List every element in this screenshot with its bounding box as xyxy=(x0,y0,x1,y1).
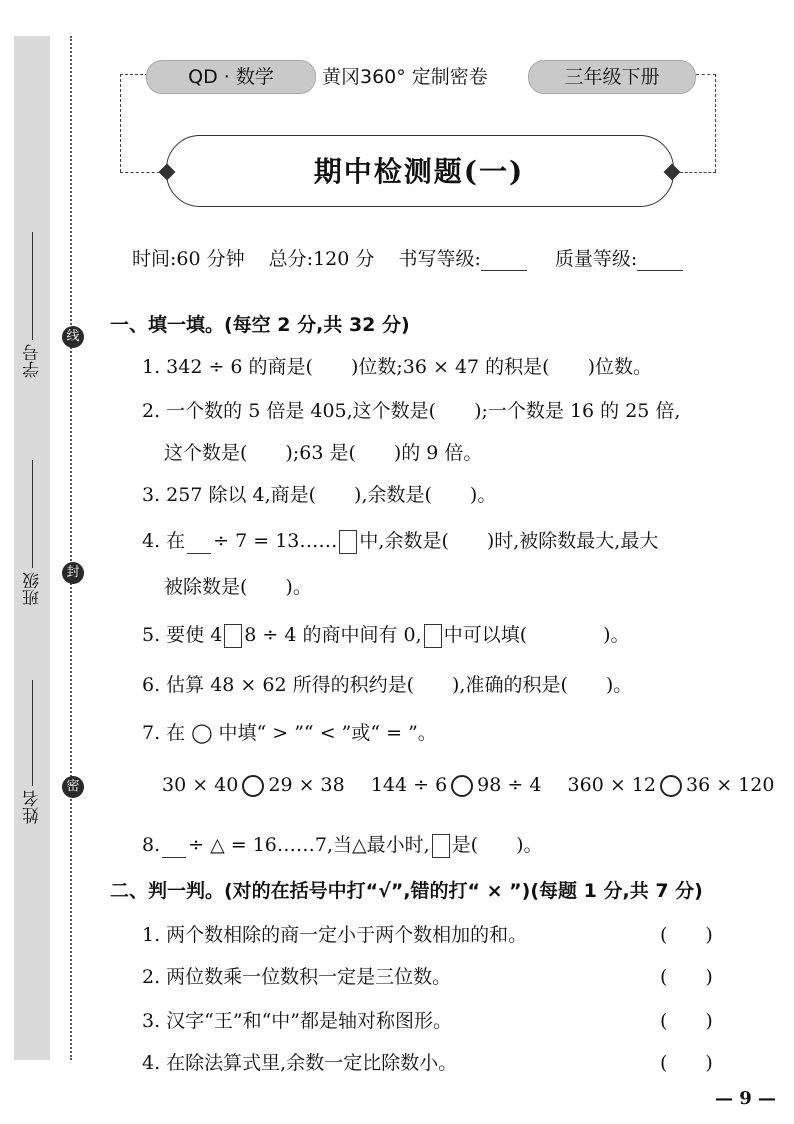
banner-dash-right-vertical xyxy=(715,74,716,172)
judge-answer-1[interactable]: ( ) xyxy=(660,924,713,946)
question-1-4-expression: ÷ 7 = 13…… xyxy=(213,530,338,552)
section-2-heading: 二、判一判。(对的在括号中打“√”,错的打“ × ”)(每题 1 分,共 7 分) xyxy=(110,880,703,902)
compare-circle-3[interactable] xyxy=(660,775,682,797)
compare-left-1: 30 × 40 xyxy=(162,774,239,796)
judge-item-4: 4. 在除法算式里,余数一定比除数小。 xyxy=(142,1052,458,1074)
student-id-field[interactable] xyxy=(20,232,46,392)
digit-box-reference xyxy=(424,624,442,648)
banner-dash-left-bottom xyxy=(120,172,160,173)
subject-pill: QD · 数学 xyxy=(146,60,316,94)
judge-answer-4[interactable]: ( ) xyxy=(660,1052,713,1074)
judge-item-1: 1. 两个数相除的商一定小于两个数相加的和。 xyxy=(142,924,528,946)
student-id-line xyxy=(32,232,33,340)
name-field[interactable] xyxy=(20,680,46,840)
question-1-1: 1. 342 ÷ 6 的商是( )位数;36 × 47 的积是( )位数。 xyxy=(142,356,653,378)
class-label: 班级 xyxy=(23,572,43,606)
seal-mark-feng: 封 xyxy=(62,562,84,584)
question-1-4-prefix: 4. 在 xyxy=(142,530,186,552)
dividend-blank[interactable] xyxy=(187,535,211,554)
question-1-5-expression: 8 ÷ 4 的商中间有 0, xyxy=(244,624,422,646)
remainder-box[interactable] xyxy=(339,530,357,554)
compare-circle-2[interactable] xyxy=(451,775,473,797)
question-1-2-line-1: 2. 一个数的 5 倍是 405,这个数是( );一个数是 16 的 25 倍, xyxy=(142,400,681,422)
judge-item-2: 2. 两位数乘一位数积一定是三位数。 xyxy=(142,966,452,988)
banner-dash-right-bottom xyxy=(680,172,716,173)
judge-item-3: 3. 汉字“王”和“中”都是轴对称图形。 xyxy=(142,1010,453,1032)
grade-pill: 三年级下册 xyxy=(528,60,696,94)
question-1-6: 6. 估算 48 × 62 所得的积约是( ),准确的积是( )。 xyxy=(142,674,633,696)
question-1-5 xyxy=(142,620,630,648)
compare-left-3: 360 × 12 xyxy=(567,774,656,796)
compare-right-2: 98 ÷ 4 xyxy=(477,774,542,796)
exam-info xyxy=(132,244,701,271)
section-1-heading: 一、填一填。(每空 2 分,共 32 分) xyxy=(110,314,410,336)
question-1-8 xyxy=(142,830,543,858)
student-id-label: 学号 xyxy=(23,344,43,378)
compare-right-1: 29 × 38 xyxy=(268,774,345,796)
name-label: 姓名 xyxy=(23,790,43,824)
name-line xyxy=(32,680,33,786)
banner-dash-right xyxy=(696,74,716,75)
compare-circle-1[interactable] xyxy=(242,775,264,797)
page-title: 期中检测题(一) xyxy=(313,155,525,188)
banner-dash-left xyxy=(120,74,148,75)
writing-grade-label: 书写等级: xyxy=(398,248,481,270)
writing-grade-blank[interactable] xyxy=(481,250,527,271)
quality-grade-blank[interactable] xyxy=(637,250,683,271)
time-limit: 时间:60 分钟 xyxy=(132,248,245,270)
question-1-8-prefix: 8. xyxy=(142,834,161,856)
perforation-line xyxy=(70,36,72,1060)
question-1-7: 7. 在 ◯ 中填“ > ”“ < ”或“ = ”。 xyxy=(142,722,437,744)
banner-dash-left-vertical xyxy=(120,74,121,172)
question-1-3: 3. 257 除以 4,商是( ),余数是( )。 xyxy=(142,484,497,506)
question-1-8-suffix: 是( )。 xyxy=(451,834,543,856)
class-line xyxy=(32,460,33,568)
quality-grade-label: 质量等级: xyxy=(554,248,638,270)
compare-left-2: 144 ÷ 6 xyxy=(370,774,448,796)
question-1-5-suffix: 中可以填( )。 xyxy=(443,624,630,646)
question-1-4-line-1 xyxy=(142,526,658,554)
page-number: — 9 — xyxy=(714,1088,776,1109)
seal-mark-xian: 线 xyxy=(62,326,84,348)
question-1-4-suffix: 中,余数是( )时,被除数最大,最大 xyxy=(359,530,659,552)
total-score: 总分:120 分 xyxy=(268,248,375,270)
question-1-7-comparisons xyxy=(162,774,774,797)
class-field[interactable] xyxy=(20,460,46,620)
digit-box[interactable] xyxy=(224,624,242,648)
seal-mark-mi: 密 xyxy=(62,776,84,798)
question-1-4-line-2: 被除数是( )。 xyxy=(164,576,312,598)
q8-dividend-blank[interactable] xyxy=(162,839,186,858)
question-1-8-expression: ÷ △ = 16……7,当△最小时, xyxy=(188,834,430,856)
judge-answer-2[interactable]: ( ) xyxy=(660,966,713,988)
judge-answer-3[interactable]: ( ) xyxy=(660,1010,713,1032)
series-name: 黄冈360° 定制密卷 xyxy=(322,66,488,88)
compare-right-3: 36 × 120 xyxy=(685,774,775,796)
q8-box[interactable] xyxy=(432,834,450,858)
question-1-2-line-2: 这个数是( );63 是( )的 9 倍。 xyxy=(164,442,483,464)
question-1-5-prefix: 5. 要使 4 xyxy=(142,624,223,646)
